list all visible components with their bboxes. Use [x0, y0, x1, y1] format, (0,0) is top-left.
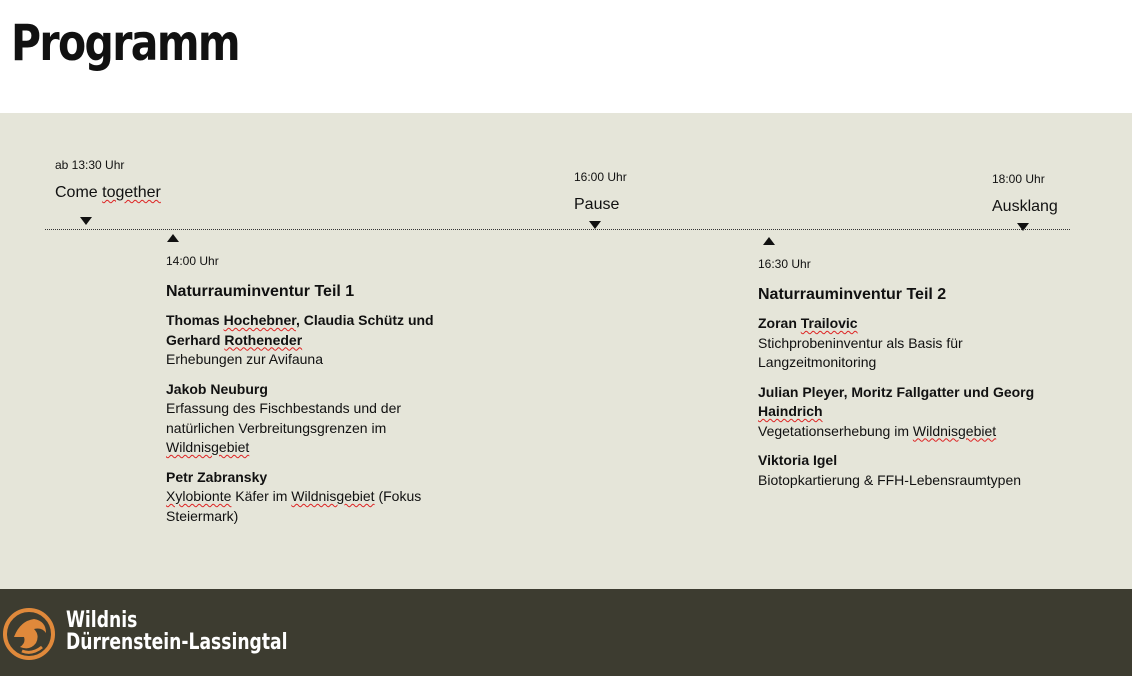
brand-name: [66, 610, 288, 654]
session-time: 14:00 Uhr: [166, 254, 219, 268]
talk-speaker: Petr Zabransky: [166, 468, 268, 485]
marker-down-icon: [80, 217, 92, 225]
talk-topic: Erhebungen zur Avifauna: [166, 351, 323, 367]
session-heading: Naturrauminventur Teil 1: [166, 282, 355, 300]
talk-speaker: Zoran Trailovic: [758, 315, 858, 331]
wildnis-logo-icon: [2, 607, 56, 661]
brand-line-2: Dürrenstein-Lassingtal: [66, 630, 288, 655]
event-time: 16:00 Uhr: [574, 170, 627, 184]
session-block-1: [166, 252, 451, 536]
talk-item: [758, 383, 1038, 442]
talk-speaker: Julian Pleyer, Moritz Fallgatter und Georg Haindrich: [758, 383, 1035, 419]
event-pause: [574, 170, 627, 214]
talk-item: [166, 311, 451, 370]
talk-topic: Erfassung des Fischbestands und der natürlichen Verbreitungsgrenzen im Wildnisgebiet: [166, 400, 402, 455]
marker-up-icon: [763, 237, 775, 245]
talk-topic: Vegetationserhebung im Wildnisgebiet: [758, 422, 997, 439]
talk-speaker: Thomas Hochebner, Claudia Schütz und Gerhard Rotheneder: [166, 312, 434, 348]
event-label: Come together: [55, 184, 161, 201]
event-ausklang: [992, 172, 1058, 216]
session-heading: Naturrauminventur Teil 2: [758, 285, 947, 303]
talk-item: [758, 451, 1038, 490]
talk-topic: Biotopkartierung & FFH-Lebensraumtypen: [758, 471, 1022, 488]
page-title: Programm: [11, 14, 239, 72]
talk-item: [758, 314, 1038, 373]
event-label: Pause: [574, 196, 620, 213]
event-time: ab 13:30 Uhr: [55, 158, 125, 172]
event-label: Ausklang: [992, 198, 1058, 215]
session-time: 16:30 Uhr: [758, 257, 811, 271]
brand-line-1: Wildnis: [66, 608, 138, 633]
talk-speaker: Viktoria Igel: [758, 452, 838, 468]
talk-speaker: Jakob Neuburg: [166, 380, 268, 397]
marker-up-icon: [167, 234, 179, 242]
talk-topic: Stichprobeninventur als Basis für Langzeitmonitoring: [758, 334, 963, 370]
talk-topic: Xylobionte Käfer im Wildnisgebiet (Fokus Steiermark): [166, 488, 422, 524]
talk-item: [166, 380, 451, 458]
marker-down-icon: [589, 221, 601, 229]
talk-item: [166, 468, 451, 527]
session-block-2: [758, 255, 1038, 500]
event-come-together: [55, 158, 161, 202]
timeline-line: [45, 229, 1070, 230]
event-time: 18:00 Uhr: [992, 172, 1045, 186]
